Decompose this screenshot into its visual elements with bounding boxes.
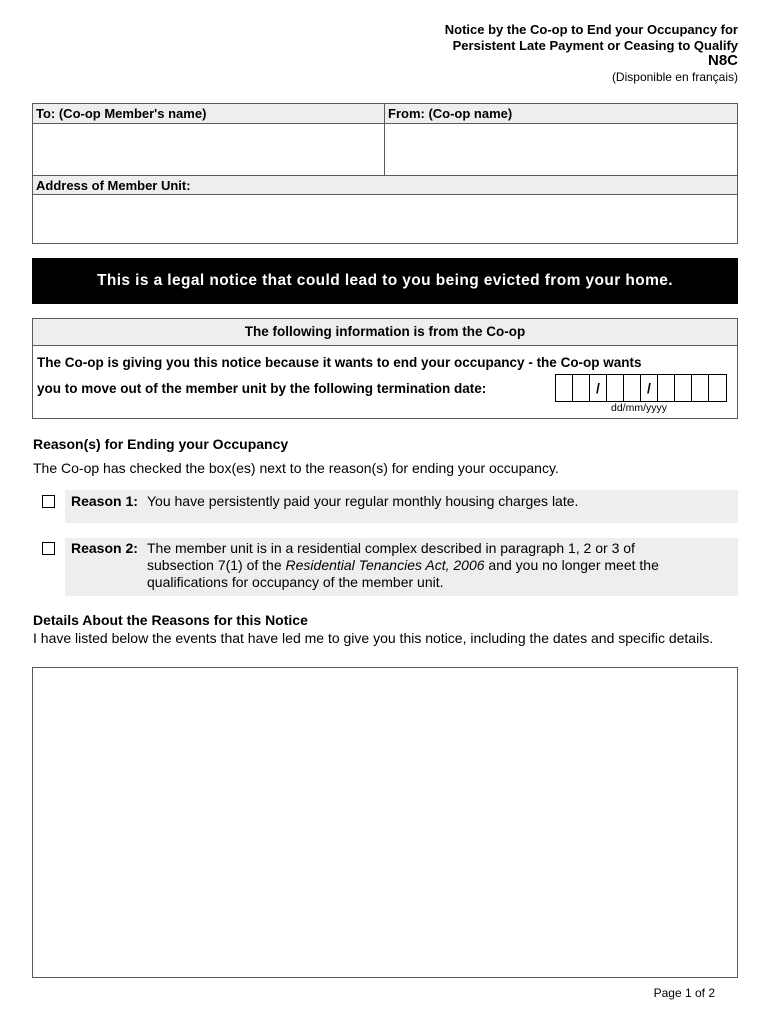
reason-2-text-line-3: qualifications for occupancy of the member unit. xyxy=(147,574,444,590)
reason-1-label: Reason 1: xyxy=(71,493,138,509)
termination-date-field[interactable] xyxy=(555,374,727,402)
reason-2-text-line-1: The member unit is in a residential complex described in paragraph 1, 2 or 3 of xyxy=(147,540,635,556)
reason-2-checkbox[interactable] xyxy=(42,542,55,555)
reason-1-row xyxy=(33,490,738,523)
form-title-line-2: Persistent Late Payment or Ceasing to Qualify xyxy=(452,38,738,53)
legal-notice-banner: This is a legal notice that could lead to you being evicted from your home. xyxy=(32,258,738,304)
coop-info-heading: The following information is from the Co-op xyxy=(33,319,737,346)
date-format-caption: dd/mm/yyyy xyxy=(611,402,668,414)
parties-table xyxy=(32,103,738,244)
date-digit-box[interactable] xyxy=(692,375,709,401)
details-title: Details About the Reasons for this Notice xyxy=(33,612,308,628)
from-label: From: (Co-op name) xyxy=(385,104,737,124)
to-label: To: (Co-op Member's name) xyxy=(33,104,385,124)
date-digit-box[interactable] xyxy=(607,375,624,401)
reason-1-checkbox[interactable] xyxy=(42,495,55,508)
reason-2-text xyxy=(147,540,659,591)
details-subtitle: I have listed below the events that have led me to give you this notice, including the dates and specific details. xyxy=(33,630,714,646)
page-number: Page 1 of 2 xyxy=(653,986,715,1000)
date-digit-box[interactable] xyxy=(675,375,692,401)
form-code: N8C xyxy=(707,52,738,69)
member-unit-address-field[interactable] xyxy=(33,195,737,243)
date-separator: / xyxy=(641,375,658,401)
coop-info-text-line-1: The Co-op is giving you this notice because it wants to end your occupancy - the Co-op wants xyxy=(37,355,642,370)
details-text-area[interactable] xyxy=(32,667,738,978)
date-digit-box[interactable] xyxy=(658,375,675,401)
coop-info-box xyxy=(32,318,738,419)
address-label: Address of Member Unit: xyxy=(33,175,737,195)
date-digit-box[interactable] xyxy=(709,375,726,401)
reason-2-text-line-2 xyxy=(147,557,659,574)
date-digit-box[interactable] xyxy=(624,375,641,401)
member-name-field[interactable] xyxy=(33,124,385,175)
reasons-title: Reason(s) for Ending your Occupancy xyxy=(33,436,289,452)
coop-name-field[interactable] xyxy=(385,124,737,175)
coop-info-text-line-2: you to move out of the member unit by the following termination date: xyxy=(37,381,487,396)
form-title-line-1: Notice by the Co-op to End your Occupancy for xyxy=(444,22,738,37)
reason-2-text-line-2-pre: subsection 7(1) of the xyxy=(147,557,286,573)
reasons-subtitle: The Co-op has checked the box(es) next to the reason(s) for ending your occupancy. xyxy=(33,460,559,476)
date-digit-box[interactable] xyxy=(556,375,573,401)
french-availability-note: (Disponible en français) xyxy=(611,70,738,84)
reason-2-text-line-2-post: and you no longer meet the xyxy=(484,557,659,573)
reason-2-label: Reason 2: xyxy=(71,540,138,556)
reason-1-text: You have persistently paid your regular monthly housing charges late. xyxy=(147,493,579,509)
reason-2-row xyxy=(33,538,738,596)
date-separator: / xyxy=(590,375,607,401)
date-digit-box[interactable] xyxy=(573,375,590,401)
act-name: Residential Tenancies Act, 2006 xyxy=(285,557,485,573)
